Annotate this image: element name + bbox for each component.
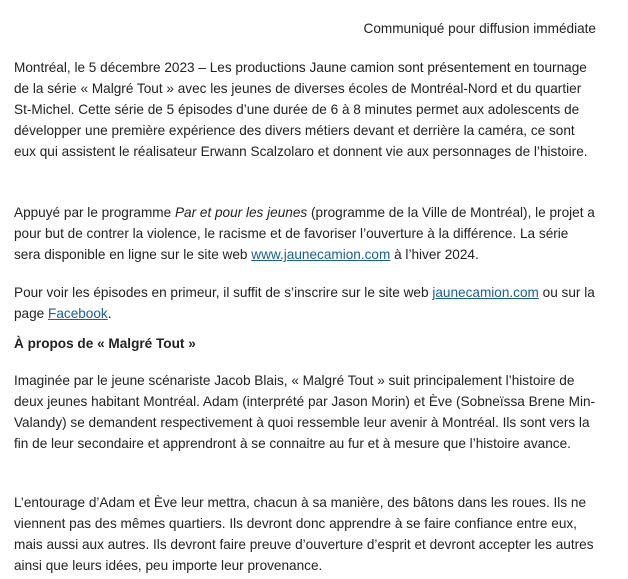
release-note: Communiqué pour diffusion immédiate bbox=[363, 21, 596, 36]
support-text-end: à l’hiver 2024. bbox=[390, 247, 479, 262]
preview-text-middle: ou sur la page bbox=[14, 285, 595, 321]
support-text-start: Appuyé par le programme bbox=[14, 205, 175, 220]
support-text-middle: (programme de la Ville de Montréal), le projet a pour but de contrer la violence, le racisme et de favoriser l’ouverture à la différence. La série sera disponible en ligne sur le site web bbox=[14, 205, 595, 262]
preview-text-end: . bbox=[107, 306, 112, 321]
preview-text-start: Pour voir les épisodes en primeur, il suffit de s’inscrire sur le site web bbox=[14, 285, 433, 300]
preview-paragraph bbox=[14, 282, 596, 324]
about-paragraph-2: L’entourage d’Adam et Ève leur mettra, chacun à sa manière, des bâtons dans les roues. Ils ne viennent pas des mêmes quartiers. Ils devront donc apprendre à se faire confiance entre eux, mais aussi aux autres. Ils devront faire preuve d’ouverture d’esprit et devront accepter les autres ainsi que leurs idées, peu importe leur provenance. bbox=[14, 495, 594, 573]
jaunecamion-link[interactable]: jaunecamion.com bbox=[432, 285, 539, 300]
website-link[interactable]: www.jaunecamion.com bbox=[251, 247, 391, 262]
about-paragraph-1: Imaginée par le jeune scénariste Jacob Blais, « Malgré Tout » suit principalement l’histoire de deux jeunes habitant Montréal. Adam (interprété par Jason Morin) et Ève (Sobneïssa Brene Min-Valandy) se demandent respectivement à quoi ressemble leur avenir à Montréal. Ils sont vers la fin de leur secondaire et apprendront à se connaitre au fur et à mesure que l’histoire avance. bbox=[14, 373, 596, 451]
intro-paragraph: Montréal, le 5 décembre 2023 – Les productions Jaune camion sont présentement en tournage de la série « Malgré Tout » avec les jeunes de diverses écoles de Montréal-Nord et du quartier St-Michel. Cette série de 5 épisodes d’une durée de 6 à 8 minutes permet aux adolescents de développer une première expérience des divers métiers devant et derrière la caméra, ce sont eux qui assistent le réalisateur Erwann Scalzolaro et donnent vie aux personnages de l’histoire. bbox=[14, 60, 588, 159]
program-name: Par et pour les jeunes bbox=[174, 205, 308, 220]
facebook-link[interactable]: Facebook bbox=[48, 306, 108, 321]
support-paragraph bbox=[14, 202, 596, 265]
about-heading: À propos de « Malgré Tout » bbox=[14, 336, 196, 351]
